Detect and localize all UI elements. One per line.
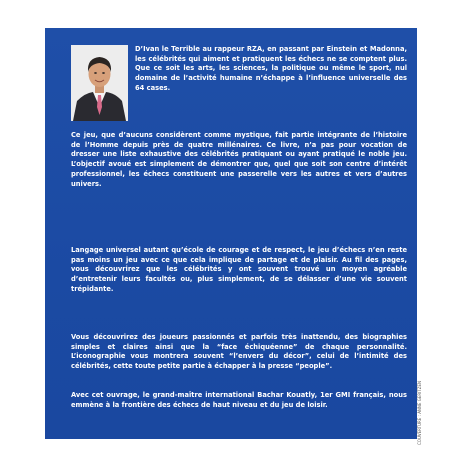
author-photo bbox=[71, 45, 128, 121]
cover-credit: COUVERTURE : ANNE GERITZEN bbox=[417, 381, 422, 445]
language-paragraph: Langage universel autant qu’école de courage et de respect, le jeu d’échecs n’en reste pas moins un jeu avec ce que cela implique de partage et de plaisir. Au fil des pages, vous découvrirez que les célébrités y ont souvent trouvé un moyen agréable d’entretenir leurs facultés ou, plus simplement, de se délasser d’une vie souvent trépidante. bbox=[71, 246, 407, 293]
author-portrait-image bbox=[71, 45, 128, 121]
history-paragraph: Ce jeu, que d’aucuns considèrent comme mystique, fait partie intégrante de l’histoire de l’Homme depuis près de quatre millénaires. Ce livre, n’a pas pour vocation de dresser une liste exhaustive des célébrités pratiquant ou ayant pratiqué le noble jeu. L’objectif avoué est simplement de démontrer que, quel que soit son centre d’intérêt professionnel, les échecs constituent une passerelle vers les autres et vers d’autres univers. bbox=[71, 131, 407, 188]
discover-paragraph: Vous découvrirez des joueurs passionnés et parfois très inattendu, des biographies simples et claires ainsi que la “face échiquéenne” de chaque personnalité. L’iconographie vous montrera souvent “l’envers du décor”, celui de l’intimité des célébrités, cette toute petite partie à échapper à la presse “people”. bbox=[71, 333, 407, 371]
intro-paragraph: D’Ivan le Terrible au rappeur RZA, en passant par Einstein et Madonna, les célébrités qui aiment et pratiquent les échecs ne se comptent plus. Que ce soit les arts, les sciences, la politique ou même le sport, nul domaine de l’activité humaine n’échappe à l’influence universelle des 64 cases. bbox=[135, 45, 407, 92]
back-cover-panel bbox=[45, 28, 417, 439]
author-paragraph: Avec cet ouvrage, le grand-maître international Bachar Kouatly, 1er GMI français, nous emmène à la frontière des échecs de haut niveau et du jeu de loisir. bbox=[71, 391, 407, 409]
